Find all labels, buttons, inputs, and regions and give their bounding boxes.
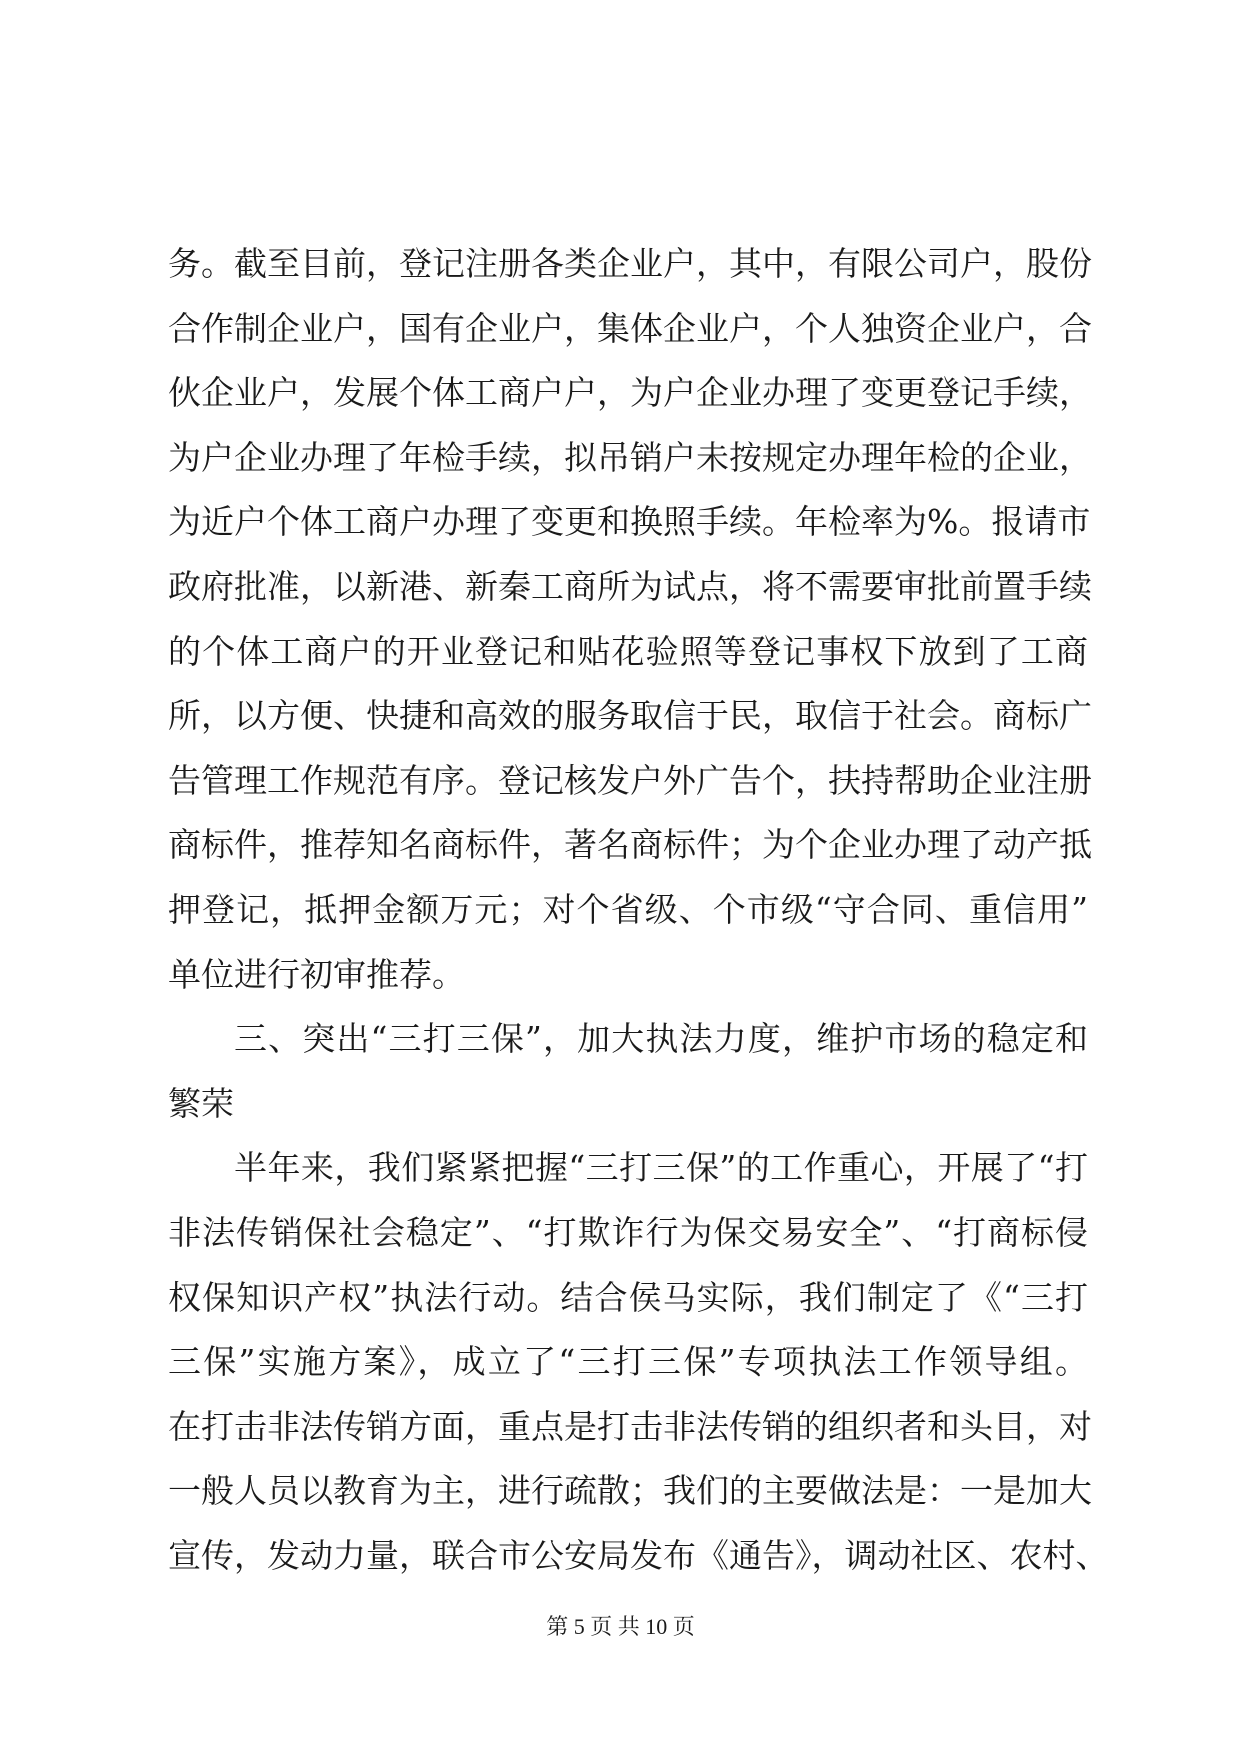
text-line: 所，以方便、快捷和高效的服务取信于民，取信于社会。商标广 [168, 696, 1092, 736]
text-line: 合作制企业户，国有企业户，集体企业户，个人独资企业户，合 [168, 308, 1092, 348]
text-line: 非法传销保社会稳定”、“打欺诈行为保交易安全”、“打商标侵 [168, 1212, 1088, 1252]
page-number-footer: 第 5 页 共 10 页 [546, 1614, 695, 1639]
section-heading-line: 三、突出“三打三保”，加大执法力度，维护市场的稳定和 [234, 1019, 1088, 1059]
text-line: 商标件，推荐知名商标件，著名商标件；为个企业办理了动产抵 [168, 825, 1092, 865]
text-line: 的个体工商户的开业登记和贴花验照等登记事权下放到了工商 [168, 631, 1088, 671]
text-line: 务。截至目前，登记注册各类企业户，其中，有限公司户，股份 [168, 244, 1092, 283]
text-line: 伙企业户，发展个体工商户户，为户企业办理了变更登记手续， [168, 373, 1092, 413]
body-text [168, 232, 1109, 1588]
text-line: 一般人员以教育为主，进行疏散；我们的主要做法是：一是加大 [168, 1471, 1092, 1511]
text-line: 押登记，抵押金额万元；对个省级、个市级“守合同、重信用” [168, 889, 1088, 929]
text-line: 三保”实施方案》，成立了“三打三保”专项执法工作领导组。 [168, 1342, 1088, 1382]
text-line: 权保知识产权”执法行动。结合侯马实际，我们制定了《“三打 [168, 1277, 1088, 1317]
text-line: 半年来，我们紧紧把握“三打三保”的工作重心，开展了“打 [234, 1148, 1088, 1188]
text-line: 政府批准，以新港、新秦工商所为试点，将不需要审批前置手续 [168, 566, 1092, 606]
text-line: 为户企业办理了年检手续，拟吊销户未按规定办理年检的企业， [168, 437, 1092, 477]
text-line: 宣传，发动力量，联合市公安局发布《通告》，调动社区、农村、 [168, 1535, 1109, 1575]
section-heading-line: 繁荣 [168, 1083, 234, 1123]
text-line: 在打击非法传销方面，重点是打击非法传销的组织者和头目，对 [168, 1406, 1092, 1446]
text-line: 单位进行初审推荐。 [168, 954, 465, 994]
text-line: 告管理工作规范有序。登记核发户外广告个，扶持帮助企业注册 [168, 760, 1092, 800]
text-line: 为近户个体工商户办理了变更和换照手续。年检率为%。报请市 [168, 502, 1091, 542]
